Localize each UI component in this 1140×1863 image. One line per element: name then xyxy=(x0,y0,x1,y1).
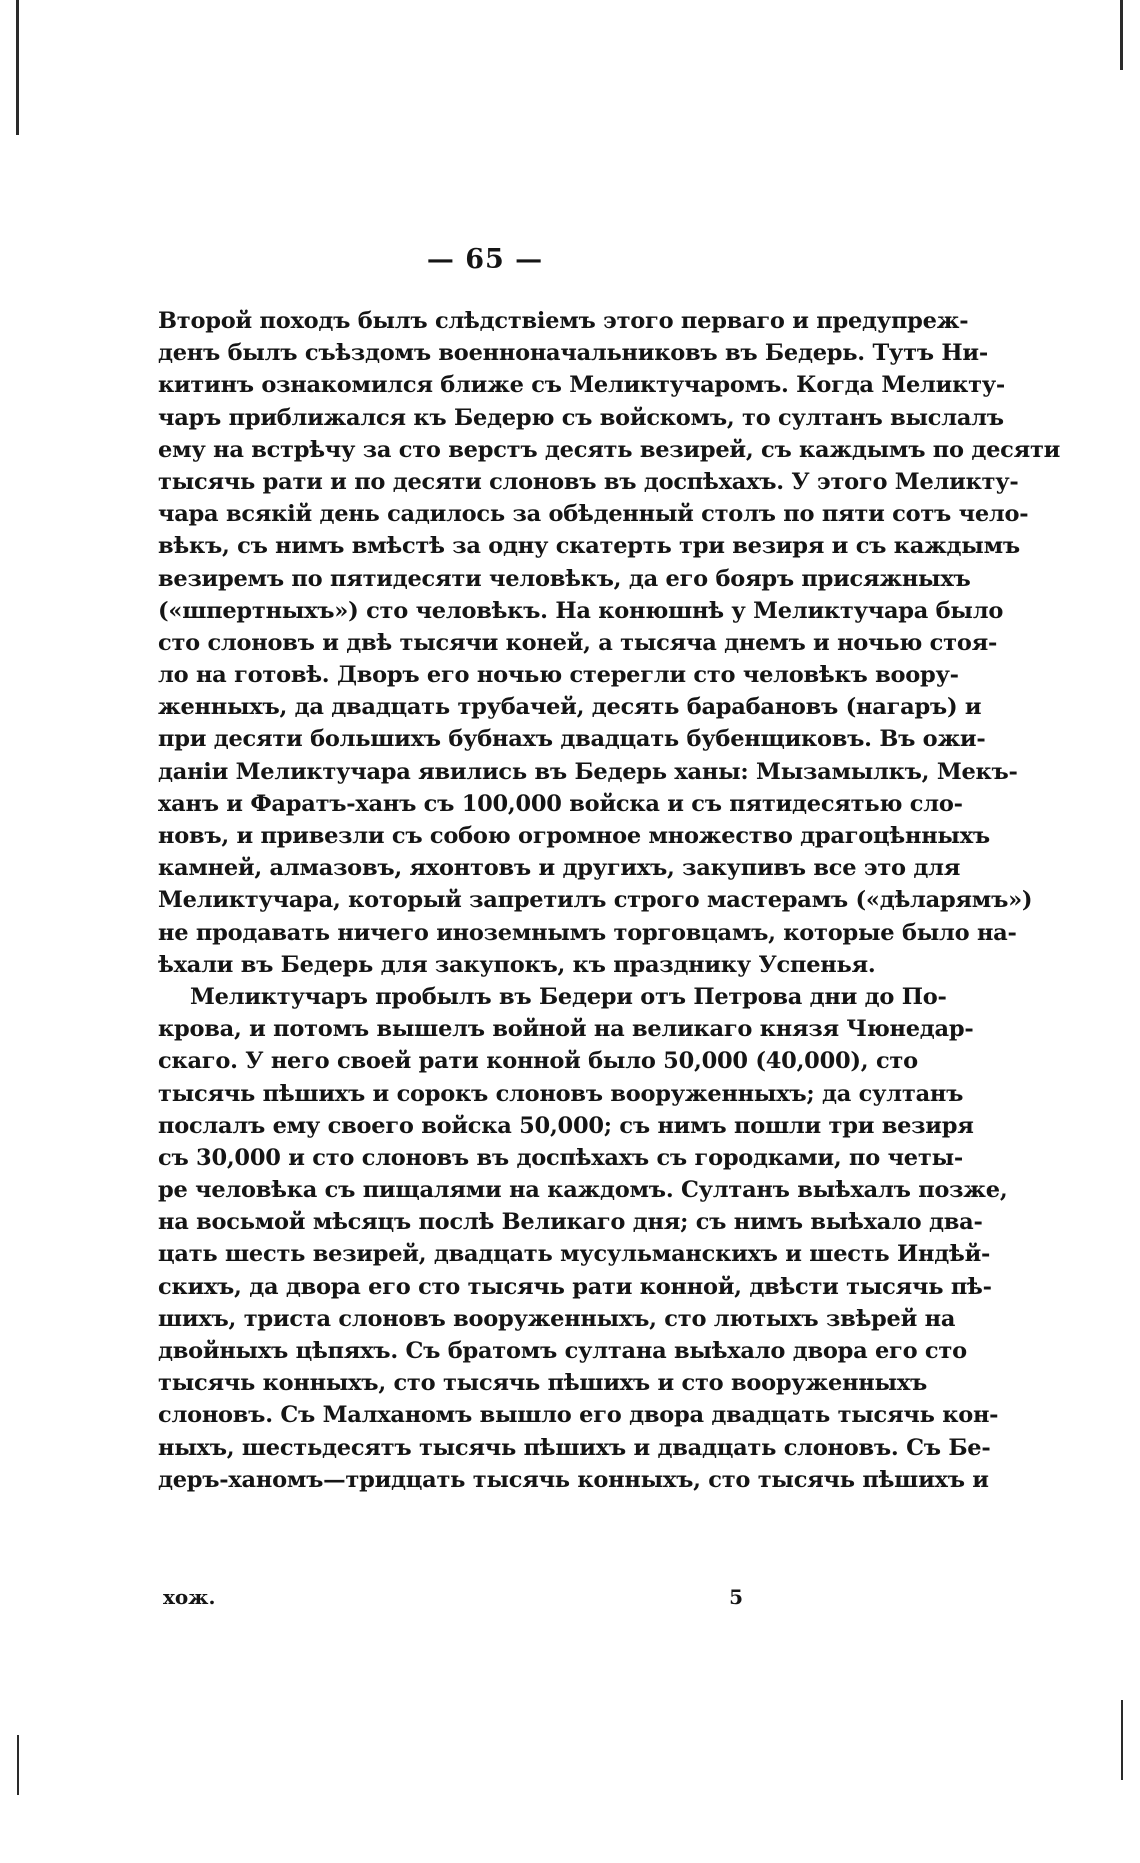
text-line: даніи Меликтучара явились въ Бедерь ханы: Мызамылкъ, Мекъ- xyxy=(158,758,1018,785)
text-line: скаго. У него своей рати конной было 50,000 (40,000), сто xyxy=(158,1048,918,1075)
text-line: скихъ, да двора его сто тысячь рати конной, двѣсти тысячь пѣ- xyxy=(158,1273,992,1300)
signature-mark: хож. xyxy=(163,1585,216,1609)
text-line: («шпертныхъ») сто человѣкъ. На конюшнѣ у Меликтучара было xyxy=(158,597,1004,624)
text-line: шихъ, триста слоновъ вооруженныхъ, сто лютыхъ звѣрей на xyxy=(158,1305,956,1332)
text-line: ему на встрѣчу за сто верстъ десять везирей, съ каждымъ по десяти xyxy=(158,436,1061,463)
page-footer xyxy=(163,1585,743,1617)
text-line: тысячь конныхъ, сто тысячь пѣшихъ и сто вооруженныхъ xyxy=(158,1370,928,1397)
body-text xyxy=(158,305,1061,1496)
page-number: — 65 — xyxy=(426,244,544,275)
sheet-number: 5 xyxy=(729,1585,743,1609)
text-line: Второй походъ былъ слѣдствіемъ этого перваго и предупреж- xyxy=(158,308,969,334)
text-line: не продавать ничего иноземнымъ торговцамъ, которые было на- xyxy=(158,919,1017,946)
text-line: крова, и потомъ вышелъ войной на великаго князя Чюнедар- xyxy=(158,1016,974,1043)
text-line: съ 30,000 и сто слоновъ въ доспѣхахъ съ городками, по четы- xyxy=(158,1144,963,1171)
text-line: чаръ приближался къ Бедерю съ войскомъ, то султанъ выслалъ xyxy=(158,404,1004,431)
text-line: двойныхъ цѣпяхъ. Съ братомъ султана выѣхало двора его сто xyxy=(158,1338,967,1364)
text-line: при десяти большихъ бубнахъ двадцать бубенщиковъ. Въ ожи- xyxy=(158,726,986,753)
left-edge-scan-mark xyxy=(17,1735,19,1795)
text-line: послалъ ему своего войска 50,000; съ нимъ пошли три везиря xyxy=(158,1112,974,1139)
text-line: тысячь рати и по десяти слоновъ въ доспѣхахъ. У этого Меликту- xyxy=(158,468,1019,495)
left-edge-scan-mark xyxy=(16,0,19,135)
text-line: деръ-ханомъ—тридцать тысячь конныхъ, сто тысячь пѣшихъ и xyxy=(158,1466,989,1493)
text-line: чара всякій день садилось за обѣденный столъ по пяти сотъ чело- xyxy=(158,501,1029,528)
text-line: ѣхали въ Бедерь для закупокъ, къ празднику Успенья. xyxy=(158,951,876,978)
text-line: новъ, и привезли съ собою огромное множество драгоцѣнныхъ xyxy=(158,823,990,849)
text-line: Меликтучаръ пробылъ въ Бедери отъ Петрова дни до По- xyxy=(190,983,947,1010)
text-line: денъ былъ съѣздомъ военноначальниковъ въ Бедерь. Тутъ Ни- xyxy=(158,340,988,367)
text-line: камней, алмазовъ, яхонтовъ и другихъ, закупивъ все это для xyxy=(158,855,961,882)
text-line: ло на готовѣ. Дворъ его ночью стерегли сто человѣкъ воору- xyxy=(158,662,959,689)
text-line: тысячь пѣшихъ и сорокъ слоновъ вооруженныхъ; да султанъ xyxy=(158,1080,964,1107)
text-line: ре человѣка съ пищалями на каждомъ. Султанъ выѣхалъ позже, xyxy=(158,1177,1008,1204)
right-edge-scan-mark xyxy=(1120,0,1123,70)
text-line: сто слоновъ и двѣ тысячи коней, а тысяча днемъ и ночью стоя- xyxy=(158,629,998,656)
text-line: китинъ ознакомился ближе съ Меликтучаромъ. Когда Меликту- xyxy=(158,372,1006,399)
text-line: слоновъ. Съ Малханомъ вышло его двора двадцать тысячь кон- xyxy=(158,1402,999,1429)
text-line: ныхъ, шестьдесятъ тысячь пѣшихъ и двадцать слоновъ. Съ Бе- xyxy=(158,1434,991,1461)
text-line: везиремъ по пятидесяти человѣкъ, да его бояръ присяжныхъ xyxy=(158,565,971,592)
text-line: вѣкъ, съ нимъ вмѣстѣ за одну скатерть три везиря и съ каждымъ xyxy=(158,533,1020,560)
text-line: Меликтучара, который запретилъ строго мастерамъ («дѣларямъ») xyxy=(158,887,1033,914)
text-line: на восьмой мѣсяцъ послѣ Великаго дня; съ нимъ выѣхало два- xyxy=(158,1209,983,1236)
text-line: женныхъ, да двадцать трубачей, десять барабановъ (нагаръ) и xyxy=(158,694,982,721)
text-line: ханъ и Фаратъ-ханъ съ 100,000 войска и съ пятидесятью сло- xyxy=(158,790,963,817)
text-line: цать шесть везирей, двадцать мусульманскихъ и шесть Индѣй- xyxy=(158,1241,991,1268)
right-edge-scan-mark xyxy=(1121,1700,1123,1780)
